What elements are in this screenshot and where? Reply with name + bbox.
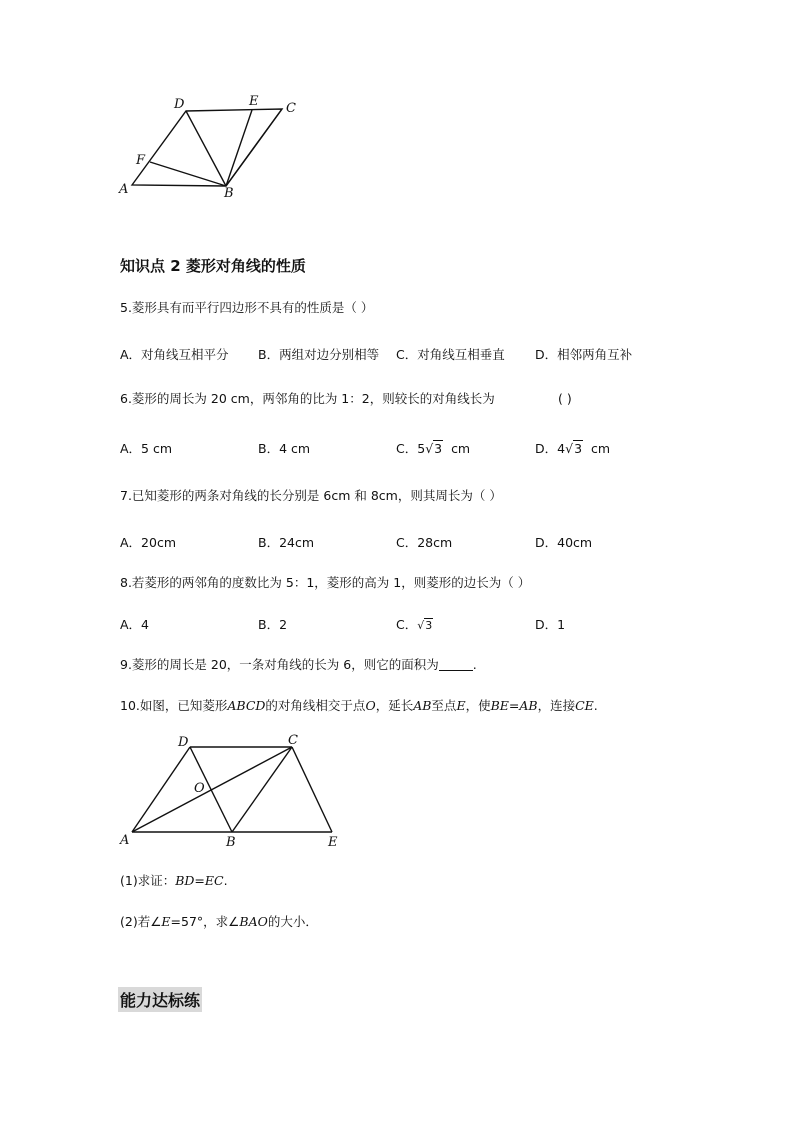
figure1-label-d: D [174,97,185,112]
q10-var-o: O [365,698,376,713]
figure2-label-d: D [178,735,189,750]
question-6-option-a: A．5 cm [120,441,173,456]
question-5-stem: 5.菱形具有而平行四边形不具有的性质是（ ） [120,300,374,315]
question-10-part-2 [120,914,318,930]
question-6-answer-paren: ( ) [558,391,572,406]
question-5-option-a: A．对角线互相平分 [120,347,229,362]
question-6-option-d [535,441,610,457]
figure1-label-b: B [224,186,234,201]
q10-text-2: 的对角线相交于点 [265,698,366,713]
question-8-option-d: D．1 [535,617,566,632]
question-8-stem: 8.若菱形的两邻角的度数比为 5：1，菱形的高为 1，则菱形的边长为（ ） [120,575,531,590]
q10-text-7: . [593,698,598,713]
question-5-option-d: D．相邻两角互补 [535,347,633,362]
figure-rhombus-abcd-extended-to-e [112,728,352,853]
figure1-outline [132,109,282,186]
q10-var-e: E [456,698,466,713]
answer-blank [439,658,473,671]
question-7-option-c: C．28cm [396,535,453,550]
figure1-segment-dc-b [226,109,282,186]
question-7-option-d: D．40cm [535,535,593,550]
figure2-segment-ad [132,747,190,832]
q10-2-var-e: E [161,914,171,929]
q10-1-text: (1)求证： [120,873,176,888]
question-6-option-d-unit: cm [590,441,611,456]
question-9-stem-end: . [472,657,477,672]
question-8-option-c-radicand: 3 [425,619,433,632]
q10-2-text-3: 的大小． [267,914,318,929]
q10-text-4: 至点 [431,698,457,713]
q10-text-5: ，使 [465,698,491,713]
q10-var-be-ab: BE=AB [490,698,538,713]
question-7-stem: 7.已知菱形的两条对角线的长分别是 6cm 和 8cm，则其周长为（ ） [120,488,502,503]
question-8-option-b: B．2 [258,617,288,632]
q10-1-var: BD=EC [175,873,224,888]
figure1-label-c: C [286,101,296,116]
sqrt-symbol: √3 [417,619,433,632]
figure1-label-f: F [136,153,146,168]
figure2-label-o: O [194,781,205,796]
question-10-stem [120,698,598,714]
figure-rhombus-abcd-with-e-f [110,90,320,205]
question-9-stem-text: 9.菱形的周长是 20，一条对角线的长为 6，则它的面积为 [120,657,439,672]
q10-2-text-1: (2)若∠ [120,914,162,929]
question-5-option-c: C．对角线互相垂直 [396,347,505,362]
q10-var-ce: CE [575,698,594,713]
question-6-stem: 6.菱形的周长为 20 cm，两邻角的比为 1：2，则较长的对角线长为 [120,391,495,406]
question-6-option-c-prefix: C．5 [396,441,426,456]
question-5-option-b: B．两组对边分别相等 [258,347,380,362]
figure2-label-e: E [328,835,338,850]
question-8-option-c-prefix: C． [396,617,418,632]
q10-2-var-bao: BAO [239,914,268,929]
figure2-segment-ac [132,747,292,832]
sqrt-symbol: √3 [425,441,443,456]
question-6-option-c-radicand: 3 [434,441,443,456]
section-title-knowledge-point-2: 知识点 2 菱形对角线的性质 [120,257,306,275]
question-9-stem [120,657,477,673]
question-10-part-1 [120,873,228,889]
q10-var-ab: AB [413,698,432,713]
question-7-option-a: A．20cm [120,535,177,550]
question-6-option-c [396,441,470,457]
figure2-segment-ce [292,747,332,832]
sqrt-symbol: √3 [565,441,583,456]
question-6-option-b: B．4 cm [258,441,311,456]
q10-2-text-2: =57°，求∠ [170,914,240,929]
q10-var-abcd: ABCD [227,698,266,713]
section-title-ability-practice: 能力达标练 [118,987,202,1012]
figure2-label-a: A [120,833,130,848]
question-6-option-d-radicand: 3 [574,441,583,456]
figure2-label-c: C [288,733,298,748]
q10-text-6: ，连接 [537,698,576,713]
figure1-segment-eb [226,110,252,186]
figure1-label-a: A [119,182,129,197]
question-8-option-c [396,617,433,634]
question-6-option-d-prefix: D．4 [535,441,566,456]
q10-1-end: . [223,873,228,888]
q10-text-1: 10.如图，已知菱形 [120,698,228,713]
figure2-label-b: B [226,835,236,850]
question-8-option-a: A．4 [120,617,150,632]
figure1-label-e: E [249,94,259,109]
figure2-segment-bc [232,747,292,832]
q10-text-3: ，延长 [375,698,414,713]
question-6-option-c-unit: cm [451,441,471,456]
question-7-option-b: B．24cm [258,535,315,550]
